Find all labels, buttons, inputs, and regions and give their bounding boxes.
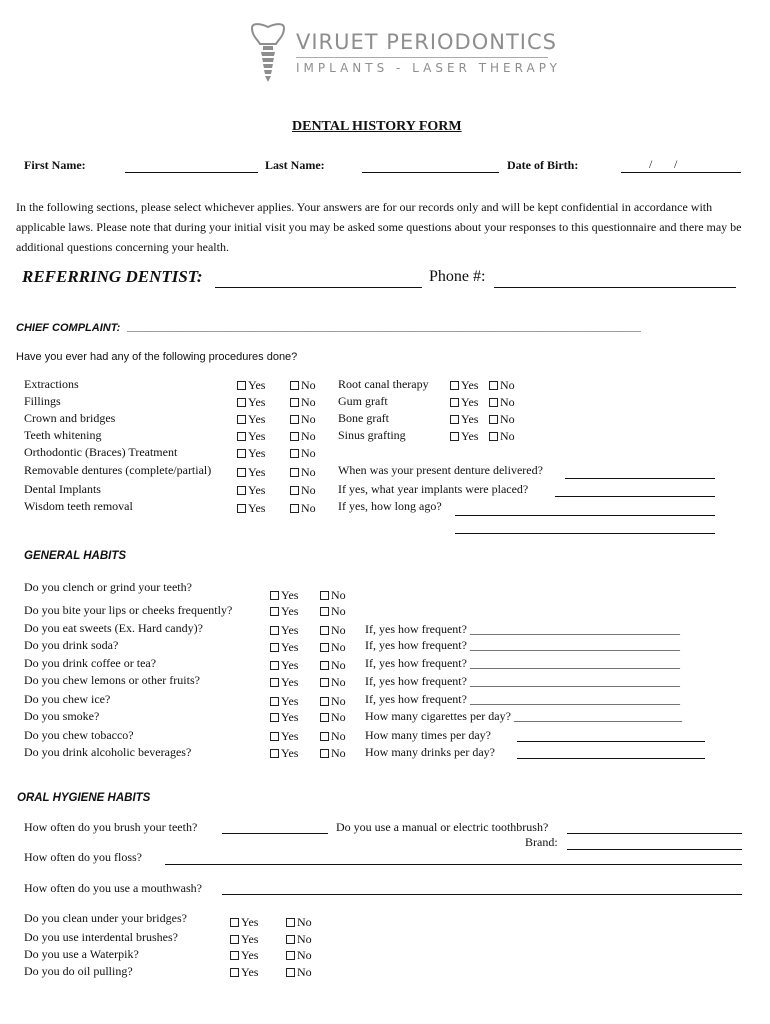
- checkbox-icon: [230, 935, 239, 944]
- no-checkbox[interactable]: No: [286, 948, 312, 963]
- dob-separator: /: [649, 157, 653, 171]
- checkbox-icon: [270, 697, 279, 706]
- checkbox-icon: [270, 607, 279, 616]
- referring-dentist-label: REFERRING DENTIST:: [22, 267, 203, 286]
- checkbox-icon: [290, 432, 299, 441]
- checkbox-icon: [290, 468, 299, 477]
- hygiene-question: Do you use interdental brushes?: [24, 930, 178, 944]
- yes-checkbox[interactable]: Yes: [270, 604, 298, 619]
- phone-field[interactable]: [494, 287, 736, 288]
- checkbox-icon: [270, 661, 279, 670]
- checkbox-icon: [237, 486, 246, 495]
- implant-year-field[interactable]: [555, 496, 715, 497]
- no-checkbox[interactable]: No: [320, 729, 346, 744]
- checkbox-icon: [450, 381, 459, 390]
- chief-complaint-label: CHIEF COMPLAINT:: [16, 322, 121, 334]
- no-checkbox[interactable]: No: [320, 675, 346, 690]
- intro-paragraph: In the following sections, please select whichever applies. Your answers are for our records only and will be kept confidential in accordance with applicable laws. Please note that during your initial visit you may be asked some questions about your responses to this questionnaire and there may be additional questions concerning your health.: [16, 200, 742, 254]
- habit-question: Do you drink soda?: [24, 638, 119, 652]
- checkbox-icon: [237, 504, 246, 513]
- checkbox-icon: [320, 661, 329, 670]
- form-title: DENTAL HISTORY FORM: [292, 119, 462, 134]
- habit-question: Do you chew tobacco?: [24, 728, 134, 742]
- checkbox-icon: [320, 713, 329, 722]
- no-checkbox[interactable]: No: [290, 412, 316, 427]
- checkbox-icon: [230, 918, 239, 927]
- practice-name: VIRUET PERIODONTICS: [296, 30, 557, 54]
- checkbox-icon: [237, 381, 246, 390]
- yes-checkbox[interactable]: Yes: [230, 915, 258, 930]
- checkbox-icon: [286, 918, 295, 927]
- referring-dentist-field[interactable]: [215, 287, 422, 288]
- yes-checkbox[interactable]: Yes: [237, 395, 265, 410]
- procedure-label: Crown and bridges: [24, 411, 116, 425]
- first-name-label: First Name:: [24, 158, 86, 172]
- no-checkbox[interactable]: No: [290, 395, 316, 410]
- no-checkbox[interactable]: No: [320, 640, 346, 655]
- yes-checkbox[interactable]: Yes: [230, 965, 258, 980]
- checkbox-icon: [237, 468, 246, 477]
- brush-field[interactable]: [222, 833, 328, 834]
- checkbox-icon: [270, 591, 279, 600]
- tobacco-times-question: How many times per day?: [365, 728, 491, 742]
- yes-checkbox[interactable]: Yes: [270, 588, 298, 603]
- checkbox-icon: [290, 504, 299, 513]
- habit-question: Do you bite your lips or cheeks frequently?: [24, 603, 233, 617]
- no-checkbox[interactable]: No: [489, 412, 515, 427]
- hygiene-question: Do you do oil pulling?: [24, 964, 133, 978]
- no-checkbox[interactable]: No: [320, 588, 346, 603]
- no-checkbox[interactable]: No: [290, 378, 316, 393]
- yes-checkbox[interactable]: Yes: [237, 501, 265, 516]
- procedure-label: Fillings: [24, 394, 61, 408]
- mouthwash-question: How often do you use a mouthwash?: [24, 881, 202, 895]
- checkbox-icon: [237, 432, 246, 441]
- yes-checkbox[interactable]: Yes: [450, 412, 478, 427]
- checkbox-icon: [290, 398, 299, 407]
- drinks-question: How many drinks per day?: [365, 745, 495, 759]
- last-name-label: Last Name:: [265, 158, 325, 172]
- checkbox-icon: [290, 381, 299, 390]
- mouthwash-field[interactable]: [222, 894, 742, 895]
- checkbox-icon: [320, 607, 329, 616]
- frequency-question[interactable]: If, yes how frequent? ___________________________________: [365, 692, 680, 706]
- frequency-question[interactable]: If, yes how frequent? ___________________________________: [365, 656, 680, 670]
- tooth-implant-icon: [248, 22, 288, 86]
- checkbox-icon: [270, 732, 279, 741]
- habit-question: Do you chew ice?: [24, 692, 111, 706]
- checkbox-icon: [230, 951, 239, 960]
- checkbox-icon: [230, 968, 239, 977]
- habit-question: Do you drink coffee or tea?: [24, 656, 157, 670]
- logo-divider: [296, 57, 548, 58]
- habit-question: Do you chew lemons or other fruits?: [24, 673, 200, 687]
- procedure-label: Root canal therapy: [338, 377, 429, 391]
- no-checkbox[interactable]: No: [290, 483, 316, 498]
- dob-field[interactable]: [621, 172, 741, 173]
- procedure-label: Extractions: [24, 377, 79, 391]
- yes-checkbox[interactable]: Yes: [230, 932, 258, 947]
- procedure-label: Dental Implants: [24, 482, 101, 496]
- yes-checkbox[interactable]: Yes: [270, 623, 298, 638]
- yes-checkbox[interactable]: Yes: [270, 729, 298, 744]
- toothbrush-field[interactable]: [567, 833, 742, 834]
- checkbox-icon: [286, 951, 295, 960]
- no-checkbox[interactable]: No: [290, 446, 316, 461]
- checkbox-icon: [270, 643, 279, 652]
- floss-field[interactable]: [165, 864, 742, 865]
- how-long-ago-field-2[interactable]: [455, 533, 715, 534]
- checkbox-icon: [290, 486, 299, 495]
- yes-checkbox[interactable]: Yes: [237, 465, 265, 480]
- yes-checkbox[interactable]: Yes: [237, 483, 265, 498]
- checkbox-icon: [450, 432, 459, 441]
- checkbox-icon: [320, 591, 329, 600]
- procedure-label: Gum graft: [338, 394, 388, 408]
- last-name-field[interactable]: [362, 172, 499, 173]
- no-checkbox[interactable]: No: [290, 465, 316, 480]
- procedures-question: Have you ever had any of the following procedures done?: [16, 351, 298, 363]
- frequency-question[interactable]: If, yes how frequent? ___________________________________: [365, 674, 680, 688]
- how-long-ago-field[interactable]: [455, 515, 715, 516]
- no-checkbox[interactable]: No: [286, 915, 312, 930]
- first-name-field[interactable]: [125, 172, 258, 173]
- hygiene-question: Do you clean under your bridges?: [24, 911, 187, 925]
- dob-separator: /: [674, 157, 678, 171]
- no-checkbox[interactable]: No: [489, 395, 515, 410]
- checkbox-icon: [290, 449, 299, 458]
- yes-checkbox[interactable]: Yes: [230, 948, 258, 963]
- drinks-field[interactable]: [517, 758, 705, 759]
- frequency-question[interactable]: If, yes how frequent? ___________________________________: [365, 638, 680, 652]
- habit-question: Do you eat sweets (Ex. Hard candy)?: [24, 621, 203, 635]
- yes-checkbox[interactable]: Yes: [237, 429, 265, 444]
- procedure-label: Bone graft: [338, 411, 389, 425]
- checkbox-icon: [270, 713, 279, 722]
- toothbrush-question: Do you use a manual or electric toothbrush?: [336, 820, 549, 834]
- habit-question: Do you smoke?: [24, 709, 100, 723]
- checkbox-icon: [286, 968, 295, 977]
- checkbox-icon: [320, 732, 329, 741]
- checkbox-icon: [450, 398, 459, 407]
- hygiene-question: Do you use a Waterpik?: [24, 947, 139, 961]
- yes-checkbox[interactable]: Yes: [237, 378, 265, 393]
- no-checkbox[interactable]: No: [489, 429, 515, 444]
- checkbox-icon: [320, 697, 329, 706]
- yes-checkbox[interactable]: Yes: [270, 694, 298, 709]
- logo: [248, 22, 288, 86]
- no-checkbox[interactable]: No: [320, 694, 346, 709]
- checkbox-icon: [489, 432, 498, 441]
- no-checkbox[interactable]: No: [489, 378, 515, 393]
- yes-checkbox[interactable]: Yes: [237, 446, 265, 461]
- procedure-label: Orthodontic (Braces) Treatment: [24, 445, 178, 459]
- cigarettes-question[interactable]: How many cigarettes per day? ____________________________: [365, 709, 682, 723]
- floss-question: How often do you floss?: [24, 850, 142, 864]
- brush-question: How often do you brush your teeth?: [24, 820, 198, 834]
- no-checkbox[interactable]: No: [320, 746, 346, 761]
- denture-question: When was your present denture delivered?: [338, 463, 543, 477]
- habit-question: Do you drink alcoholic beverages?: [24, 745, 192, 759]
- checkbox-icon: [320, 678, 329, 687]
- yes-checkbox[interactable]: Yes: [270, 640, 298, 655]
- denture-field[interactable]: [565, 478, 715, 479]
- yes-checkbox[interactable]: Yes: [270, 710, 298, 725]
- checkbox-icon: [320, 643, 329, 652]
- frequency-question[interactable]: If, yes how frequent? ___________________________________: [365, 622, 680, 636]
- no-checkbox[interactable]: No: [290, 429, 316, 444]
- procedure-label: Removable dentures (complete/partial): [24, 463, 212, 477]
- yes-checkbox[interactable]: Yes: [450, 378, 478, 393]
- checkbox-icon: [290, 415, 299, 424]
- yes-checkbox[interactable]: Yes: [270, 675, 298, 690]
- yes-checkbox[interactable]: Yes: [270, 746, 298, 761]
- procedure-label: Teeth whitening: [24, 428, 102, 442]
- checkbox-icon: [320, 749, 329, 758]
- dob-label: Date of Birth:: [507, 158, 579, 172]
- yes-checkbox[interactable]: Yes: [450, 395, 478, 410]
- no-checkbox[interactable]: No: [320, 710, 346, 725]
- no-checkbox[interactable]: No: [320, 604, 346, 619]
- oral-hygiene-title: ORAL HYGIENE HABITS: [17, 792, 151, 804]
- chief-complaint-field[interactable]: ____________________________________________________________________________________: [127, 321, 641, 333]
- no-checkbox[interactable]: No: [290, 501, 316, 516]
- brand-label: Brand:: [525, 835, 558, 849]
- habit-question: Do you clench or grind your teeth?: [24, 580, 192, 594]
- checkbox-icon: [237, 415, 246, 424]
- general-habits-title: GENERAL HABITS: [24, 550, 127, 562]
- procedure-label: Sinus grafting: [338, 428, 406, 442]
- checkbox-icon: [489, 398, 498, 407]
- implant-year-question: If yes, what year implants were placed?: [338, 482, 529, 496]
- yes-checkbox[interactable]: Yes: [450, 429, 478, 444]
- checkbox-icon: [270, 749, 279, 758]
- tobacco-times-field[interactable]: [517, 741, 705, 742]
- phone-label: Phone #:: [429, 268, 486, 285]
- yes-checkbox[interactable]: Yes: [237, 412, 265, 427]
- checkbox-icon: [270, 626, 279, 635]
- procedure-label: Wisdom teeth removal: [24, 499, 133, 513]
- checkbox-icon: [450, 415, 459, 424]
- how-long-ago-question: If yes, how long ago?: [338, 499, 442, 513]
- checkbox-icon: [286, 935, 295, 944]
- practice-tagline: IMPLANTS - LASER THERAPY: [296, 61, 562, 75]
- checkbox-icon: [320, 626, 329, 635]
- checkbox-icon: [489, 381, 498, 390]
- no-checkbox[interactable]: No: [286, 932, 312, 947]
- no-checkbox[interactable]: No: [286, 965, 312, 980]
- brand-field[interactable]: [567, 849, 742, 850]
- checkbox-icon: [270, 678, 279, 687]
- yes-checkbox[interactable]: Yes: [270, 658, 298, 673]
- no-checkbox[interactable]: No: [320, 623, 346, 638]
- checkbox-icon: [489, 415, 498, 424]
- checkbox-icon: [237, 398, 246, 407]
- no-checkbox[interactable]: No: [320, 658, 346, 673]
- checkbox-icon: [237, 449, 246, 458]
